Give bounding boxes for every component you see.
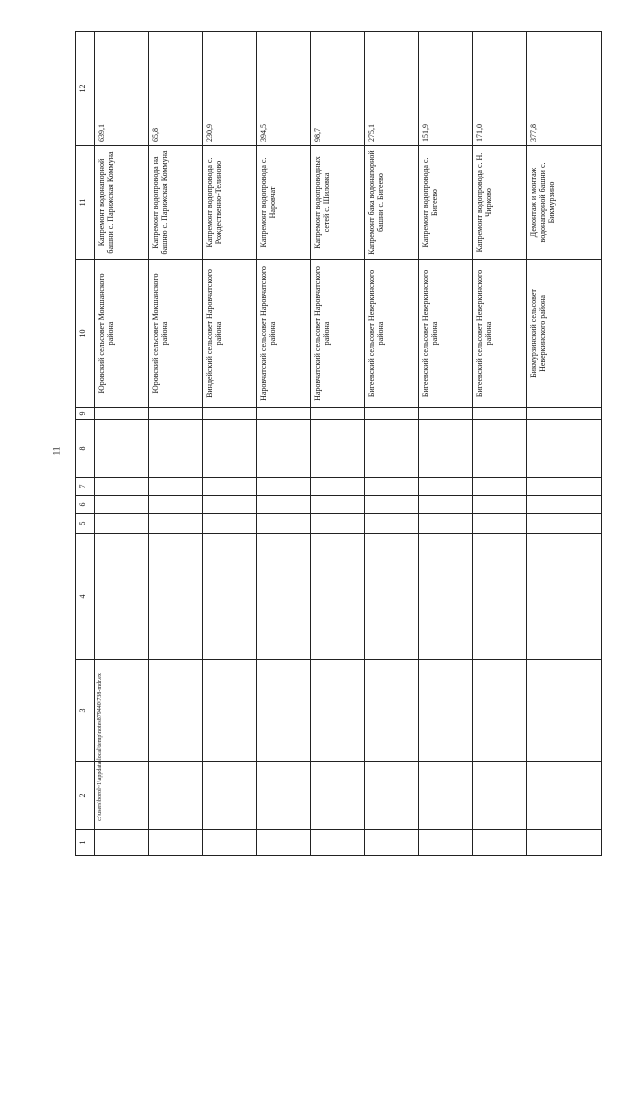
empty-cell xyxy=(310,420,364,478)
empty-cell xyxy=(310,478,364,496)
amount-cell: 151,9 xyxy=(418,32,472,146)
column-header: 12 xyxy=(76,32,95,146)
empty-cell xyxy=(95,496,149,514)
empty-cell xyxy=(202,830,256,856)
column-header: 2 xyxy=(76,762,95,830)
table-row xyxy=(95,32,149,856)
empty-cell xyxy=(148,514,202,534)
empty-cell xyxy=(256,534,310,660)
empty-cell xyxy=(310,660,364,762)
column-header: 5 xyxy=(76,514,95,534)
amount-cell: 65,8 xyxy=(148,32,202,146)
amount-cell: 171,0 xyxy=(472,32,526,146)
empty-cell xyxy=(526,830,601,856)
municipality-cell: Юровский сельсовет Мокшанского района xyxy=(95,260,149,408)
table-row xyxy=(310,32,364,856)
empty-cell xyxy=(256,496,310,514)
empty-cell xyxy=(364,478,418,496)
work-description-cell: Капремонт водопровода с. Н. Чирково xyxy=(472,146,526,260)
page-number: 11 xyxy=(51,446,62,456)
empty-cell xyxy=(202,534,256,660)
empty-cell xyxy=(364,762,418,830)
empty-cell xyxy=(148,496,202,514)
empty-cell xyxy=(364,408,418,420)
empty-cell xyxy=(95,534,149,660)
empty-cell xyxy=(310,408,364,420)
empty-cell xyxy=(310,762,364,830)
table-body xyxy=(95,32,602,856)
rotated-table-container xyxy=(75,32,602,856)
empty-cell xyxy=(364,514,418,534)
footer-file-path: c:\users\borol~1\appdata\local\temp\notes879440\738-mdr.ex xyxy=(97,673,103,821)
empty-cell xyxy=(526,660,601,762)
municipality-cell: Наровчатский сельсовет Наровчатского района xyxy=(310,260,364,408)
empty-cell xyxy=(256,762,310,830)
amount-cell: 639,1 xyxy=(95,32,149,146)
empty-cell xyxy=(364,830,418,856)
empty-cell xyxy=(526,496,601,514)
work-description-cell: Демонтаж и монтаж водонапорной башни с. Бикмурзино xyxy=(526,146,601,260)
table-row xyxy=(364,32,418,856)
empty-cell xyxy=(472,420,526,478)
work-description-cell: Капремонт водонапорной башни с. Парижская Коммуна xyxy=(95,146,149,260)
empty-cell xyxy=(472,660,526,762)
column-header: 4 xyxy=(76,534,95,660)
empty-cell xyxy=(418,534,472,660)
work-description-cell: Капремонт водопроводных сетей с. Шиловка xyxy=(310,146,364,260)
empty-cell xyxy=(256,478,310,496)
municipality-cell: Бигеевский сельсовет Неверкинского района xyxy=(364,260,418,408)
amount-cell: 377,8 xyxy=(526,32,601,146)
column-header: 1 xyxy=(76,830,95,856)
empty-cell xyxy=(310,534,364,660)
empty-cell xyxy=(472,496,526,514)
empty-cell xyxy=(364,420,418,478)
empty-cell xyxy=(418,478,472,496)
municipality-cell: Бигеевский сельсовет Неверкинского района xyxy=(418,260,472,408)
empty-cell xyxy=(256,408,310,420)
column-header: 10 xyxy=(76,260,95,408)
empty-cell xyxy=(95,762,149,830)
empty-cell xyxy=(472,408,526,420)
empty-cell xyxy=(472,514,526,534)
empty-cell xyxy=(526,762,601,830)
empty-cell xyxy=(95,478,149,496)
table-row xyxy=(418,32,472,856)
empty-cell xyxy=(364,534,418,660)
empty-cell xyxy=(148,478,202,496)
table-row xyxy=(526,32,601,856)
table-row xyxy=(148,32,202,856)
empty-cell xyxy=(148,762,202,830)
empty-cell xyxy=(202,420,256,478)
empty-cell xyxy=(472,478,526,496)
empty-cell xyxy=(418,514,472,534)
empty-cell xyxy=(202,478,256,496)
empty-cell xyxy=(256,830,310,856)
table-row xyxy=(202,32,256,856)
municipality-cell: Наровчатский сельсовет Наровчатского района xyxy=(256,260,310,408)
table-row xyxy=(256,32,310,856)
empty-cell xyxy=(202,660,256,762)
empty-cell xyxy=(148,420,202,478)
empty-cell xyxy=(418,496,472,514)
column-header: 11 xyxy=(76,146,95,260)
header-row xyxy=(76,32,95,856)
empty-cell xyxy=(148,408,202,420)
empty-cell xyxy=(202,514,256,534)
work-description-cell: Капремонт водопровода с. Наровчат xyxy=(256,146,310,260)
empty-cell xyxy=(472,762,526,830)
empty-cell xyxy=(95,514,149,534)
empty-cell xyxy=(95,660,149,762)
empty-cell xyxy=(526,478,601,496)
empty-cell xyxy=(310,830,364,856)
empty-cell xyxy=(310,514,364,534)
empty-cell xyxy=(364,496,418,514)
empty-cell xyxy=(256,420,310,478)
empty-cell xyxy=(148,830,202,856)
column-header: 6 xyxy=(76,496,95,514)
empty-cell xyxy=(418,830,472,856)
empty-cell xyxy=(418,660,472,762)
empty-cell xyxy=(418,408,472,420)
municipality-cell: Юровский сельсовет Мокшанского района xyxy=(148,260,202,408)
empty-cell xyxy=(202,496,256,514)
data-table xyxy=(75,31,602,856)
municipality-cell: Виндейский сельсовет Наровчатского района xyxy=(202,260,256,408)
column-header: 9 xyxy=(76,408,95,420)
rotated-table xyxy=(75,32,602,856)
amount-cell: 394,5 xyxy=(256,32,310,146)
empty-cell xyxy=(526,534,601,660)
municipality-cell: Бигеевский сельсовет Неверкинского района xyxy=(472,260,526,408)
empty-cell xyxy=(526,514,601,534)
column-header: 3 xyxy=(76,660,95,762)
empty-cell xyxy=(202,408,256,420)
work-description-cell: Капремонт водопровода с. Бигеево xyxy=(418,146,472,260)
amount-cell: 230,9 xyxy=(202,32,256,146)
empty-cell xyxy=(310,496,364,514)
amount-cell: 98,7 xyxy=(310,32,364,146)
work-description-cell: Капремонт водопровода на башню с. Парижская Коммуна xyxy=(148,146,202,260)
empty-cell xyxy=(526,420,601,478)
empty-cell xyxy=(202,762,256,830)
table-row xyxy=(472,32,526,856)
empty-cell xyxy=(95,420,149,478)
column-header: 8 xyxy=(76,420,95,478)
empty-cell xyxy=(95,830,149,856)
work-description-cell: Капремонт бака водонапорной башни с. Бигеево xyxy=(364,146,418,260)
empty-cell xyxy=(256,514,310,534)
empty-cell xyxy=(418,420,472,478)
empty-cell xyxy=(472,534,526,660)
empty-cell xyxy=(364,660,418,762)
empty-cell xyxy=(95,408,149,420)
empty-cell xyxy=(148,534,202,660)
empty-cell xyxy=(418,762,472,830)
column-header: 7 xyxy=(76,478,95,496)
empty-cell xyxy=(148,660,202,762)
work-description-cell: Капремонт водопровода с. Рождественно-Телиново xyxy=(202,146,256,260)
empty-cell xyxy=(472,830,526,856)
empty-cell xyxy=(256,660,310,762)
amount-cell: 275,1 xyxy=(364,32,418,146)
empty-cell xyxy=(526,408,601,420)
municipality-cell: Бикмурзинский сельсовет Неверкинского района xyxy=(526,260,601,408)
